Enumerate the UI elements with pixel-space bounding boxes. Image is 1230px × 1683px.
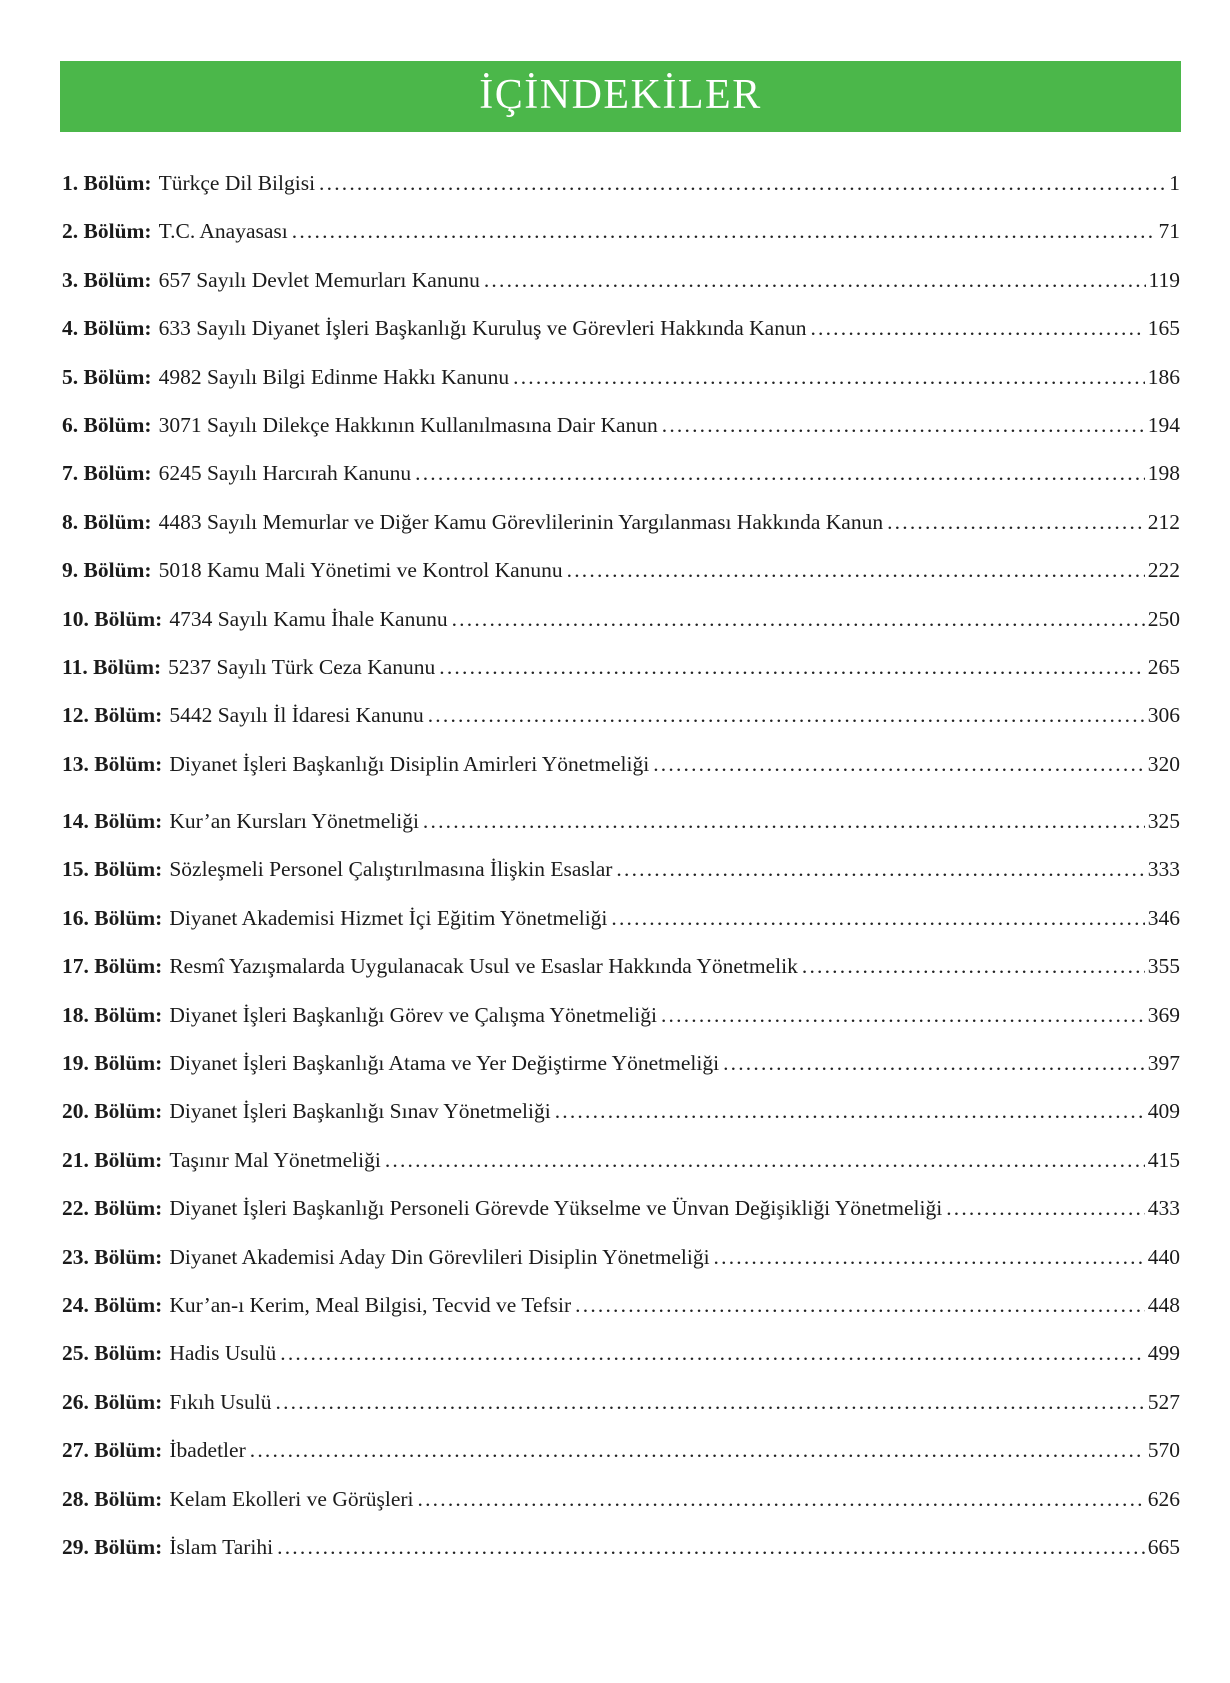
toc-entry-label: 26. Bölüm: xyxy=(62,1389,163,1414)
toc-entry-label: 8. Bölüm: xyxy=(62,509,152,534)
toc-leader-dots xyxy=(276,1378,1145,1426)
toc-entry-label: 29. Bölüm: xyxy=(62,1534,163,1559)
toc-row xyxy=(62,595,1180,643)
toc-entry-title: Kur’an Kursları Yönetmeliği xyxy=(169,809,419,834)
toc-entry-page: 397 xyxy=(1147,1051,1180,1076)
toc-entry-title: 4734 Sayılı Kamu İhale Kanunu xyxy=(169,606,448,631)
toc-entry-page: 119 xyxy=(1148,267,1180,292)
toc-entry-page: 433 xyxy=(1147,1196,1180,1221)
toc-entry-title: Diyanet İşleri Başkanlığı Atama ve Yer Değiştirme Yönetmeliği xyxy=(169,1051,720,1076)
toc-entry-page: 333 xyxy=(1147,857,1180,882)
toc-entry-page: 306 xyxy=(1147,703,1180,728)
toc-entry-page: 71 xyxy=(1158,219,1180,244)
toc-entry-page: 626 xyxy=(1147,1486,1180,1511)
toc-entry-label: 16. Bölüm: xyxy=(62,905,163,930)
toc-entry-page: 369 xyxy=(1147,1002,1180,1027)
toc-entry-title: Kur’an-ı Kerim, Meal Bilgisi, Tecvid ve Tefsir xyxy=(169,1292,572,1317)
toc-entry-page: 448 xyxy=(1147,1292,1180,1317)
toc-entry-title: 633 Sayılı Diyanet İşleri Başkanlığı Kuruluş ve Görevleri Hakkında Kanun xyxy=(158,316,807,341)
toc-entry-title: Diyanet İşleri Başkanlığı Görev ve Çalışma Yönetmeliği xyxy=(169,1002,657,1027)
toc-entry-label: 2. Bölüm: xyxy=(62,219,152,244)
toc-row xyxy=(62,1475,1180,1523)
toc-leader-dots xyxy=(662,401,1145,449)
toc-entry-page: 165 xyxy=(1147,316,1180,341)
toc-leader-dots xyxy=(484,256,1146,304)
toc-entry-title: Diyanet İşleri Başkanlığı Disiplin Amirleri Yönetmeliği xyxy=(169,751,650,776)
toc-entry-page: 186 xyxy=(1147,364,1180,389)
toc-leader-dots xyxy=(277,1523,1145,1571)
toc-row xyxy=(62,207,1180,255)
toc-entry-label: 5. Bölüm: xyxy=(62,364,152,389)
toc-entry-label: 27. Bölüm: xyxy=(62,1438,163,1463)
toc-row xyxy=(62,1523,1180,1571)
toc-leader-dots xyxy=(802,942,1145,990)
toc-entry-page: 440 xyxy=(1147,1244,1180,1269)
page-title: İÇİNDEKİLER xyxy=(479,71,762,118)
toc-entry-title: 4982 Sayılı Bilgi Edinme Hakkı Kanunu xyxy=(158,364,510,389)
toc-entry-label: 11. Bölüm: xyxy=(62,654,162,679)
toc-leader-dots xyxy=(452,595,1145,643)
toc-entry-title: 5237 Sayılı Türk Ceza Kanunu xyxy=(168,654,436,679)
toc-entry-title: Hadis Usulü xyxy=(169,1341,277,1366)
toc-row xyxy=(62,1378,1180,1426)
contents-page xyxy=(0,61,1230,1683)
toc-leader-dots xyxy=(428,691,1145,739)
toc-entry-page: 1 xyxy=(1169,171,1180,195)
toc-row xyxy=(62,1039,1180,1087)
toc-entry-label: 3. Bölüm: xyxy=(62,267,152,292)
toc-entry-label: 23. Bölüm: xyxy=(62,1244,163,1269)
toc-entry-title: Taşınır Mal Yönetmeliği xyxy=(169,1147,381,1172)
toc-entry-label: 15. Bölüm: xyxy=(62,857,163,882)
toc-entry-label: 19. Bölüm: xyxy=(62,1051,163,1076)
toc-entry-title: Fıkıh Usulü xyxy=(169,1389,272,1414)
toc-row xyxy=(62,942,1180,990)
toc-leader-dots xyxy=(567,546,1145,594)
toc-leader-dots xyxy=(616,845,1144,893)
toc-entry-page: 570 xyxy=(1147,1438,1180,1463)
toc-row xyxy=(62,797,1180,845)
toc-row xyxy=(62,691,1180,739)
toc-entry-page: 222 xyxy=(1147,558,1180,583)
toc-list xyxy=(62,159,1180,1571)
toc-entry-title: Diyanet İşleri Başkanlığı Sınav Yönetmeliği xyxy=(169,1099,551,1124)
toc-leader-dots xyxy=(418,1475,1145,1523)
toc-entry-title: Diyanet Akademisi Hizmet İçi Eğitim Yönetmeliği xyxy=(169,905,608,930)
toc-entry-page: 499 xyxy=(1147,1341,1180,1366)
toc-entry-page: 527 xyxy=(1147,1389,1180,1414)
toc-row xyxy=(62,991,1180,1039)
toc-row xyxy=(62,643,1180,691)
toc-row xyxy=(62,1087,1180,1135)
toc-row xyxy=(62,353,1180,401)
toc-entry-title: Kelam Ekolleri ve Görüşleri xyxy=(169,1486,414,1511)
toc-leader-dots xyxy=(292,207,1156,255)
toc-row xyxy=(62,498,1180,546)
toc-row xyxy=(62,1329,1180,1377)
toc-leader-dots xyxy=(250,1426,1145,1474)
toc-leader-dots xyxy=(555,1087,1145,1135)
toc-entry-label: 14. Bölüm: xyxy=(62,809,163,834)
toc-entry-label: 12. Bölüm: xyxy=(62,703,163,728)
toc-entry-page: 409 xyxy=(1147,1099,1180,1124)
toc-row xyxy=(62,740,1180,788)
toc-entry-label: 7. Bölüm: xyxy=(62,461,152,486)
toc-row xyxy=(62,1136,1180,1184)
toc-entry-title: 6245 Sayılı Harcırah Kanunu xyxy=(158,461,412,486)
toc-entry-label: 28. Bölüm: xyxy=(62,1486,163,1511)
toc-entry-title: 657 Sayılı Devlet Memurları Kanunu xyxy=(158,267,480,292)
toc-leader-dots xyxy=(280,1329,1145,1377)
toc-row xyxy=(62,1184,1180,1232)
toc-entry-label: 13. Bölüm: xyxy=(62,751,163,776)
toc-entry-label: 22. Bölüm: xyxy=(62,1196,163,1221)
toc-leader-dots xyxy=(714,1233,1145,1281)
toc-entry-page: 320 xyxy=(1147,751,1180,776)
contents-header xyxy=(60,61,1181,132)
toc-leader-dots xyxy=(661,991,1145,1039)
toc-row xyxy=(62,401,1180,449)
toc-row xyxy=(62,1233,1180,1281)
toc-entry-title: Türkçe Dil Bilgisi xyxy=(158,171,316,195)
toc-row xyxy=(62,256,1180,304)
toc-row xyxy=(62,546,1180,594)
toc-entry-page: 194 xyxy=(1147,412,1180,437)
toc-row xyxy=(62,894,1180,942)
toc-entry-title: Sözleşmeli Personel Çalıştırılmasına İlişkin Esaslar xyxy=(169,857,613,882)
toc-entry-title: 5018 Kamu Mali Yönetimi ve Kontrol Kanunu xyxy=(158,558,563,583)
toc-leader-dots xyxy=(810,304,1144,352)
toc-entry-title: Diyanet İşleri Başkanlığı Personeli Görevde Yükselme ve Ünvan Değişikliği Yönetmeliği xyxy=(169,1196,943,1221)
toc-entry-label: 17. Bölüm: xyxy=(62,954,163,979)
toc-entry-title: Resmî Yazışmalarda Uygulanacak Usul ve Esaslar Hakkında Yönetmelik xyxy=(169,954,798,979)
toc-row xyxy=(62,845,1180,893)
toc-entry-page: 355 xyxy=(1147,954,1180,979)
toc-leader-dots xyxy=(513,353,1145,401)
toc-leader-dots xyxy=(415,449,1145,497)
toc-leader-dots xyxy=(653,740,1145,788)
toc-entry-title: İbadetler xyxy=(169,1438,246,1463)
toc-entry-page: 198 xyxy=(1147,461,1180,486)
toc-row xyxy=(62,1426,1180,1474)
toc-entry-title: 3071 Sayılı Dilekçe Hakkının Kullanılmasına Dair Kanun xyxy=(158,412,658,437)
toc-entry-title: T.C. Anayasası xyxy=(158,219,288,244)
toc-leader-dots xyxy=(385,1136,1145,1184)
toc-entry-page: 346 xyxy=(1147,905,1180,930)
toc-entry-page: 665 xyxy=(1147,1534,1180,1559)
toc-entry-label: 24. Bölüm: xyxy=(62,1292,163,1317)
toc-row xyxy=(62,304,1180,352)
toc-entry-label: 20. Bölüm: xyxy=(62,1099,163,1124)
toc-leader-dots xyxy=(723,1039,1145,1087)
toc-entry-title: 5442 Sayılı İl İdaresi Kanunu xyxy=(169,703,424,728)
toc-leader-dots xyxy=(611,894,1144,942)
toc-entry-label: 4. Bölüm: xyxy=(62,316,152,341)
toc-row xyxy=(62,159,1180,207)
toc-entry-page: 212 xyxy=(1147,509,1180,534)
toc-leader-dots xyxy=(887,498,1145,546)
toc-leader-dots xyxy=(319,159,1166,207)
toc-entry-page: 250 xyxy=(1147,606,1180,631)
toc-leader-dots xyxy=(423,797,1145,845)
toc-row xyxy=(62,449,1180,497)
toc-entry-title: 4483 Sayılı Memurlar ve Diğer Kamu Görevlilerinin Yargılanması Hakkında Kanun xyxy=(158,509,884,534)
toc-entry-label: 6. Bölüm: xyxy=(62,412,152,437)
toc-leader-dots xyxy=(575,1281,1145,1329)
toc-entry-label: 10. Bölüm: xyxy=(62,606,163,631)
toc-row xyxy=(62,1281,1180,1329)
toc-entry-page: 265 xyxy=(1147,654,1180,679)
toc-entry-label: 21. Bölüm: xyxy=(62,1147,163,1172)
toc-entry-label: 1. Bölüm: xyxy=(62,171,152,195)
toc-entry-label: 25. Bölüm: xyxy=(62,1341,163,1366)
toc-entry-label: 18. Bölüm: xyxy=(62,1002,163,1027)
toc-entry-label: 9. Bölüm: xyxy=(62,558,152,583)
toc-entry-page: 415 xyxy=(1147,1147,1180,1172)
toc-entry-page: 325 xyxy=(1147,809,1180,834)
toc-entry-title: Diyanet Akademisi Aday Din Görevlileri Disiplin Yönetmeliği xyxy=(169,1244,710,1269)
toc-entry-title: İslam Tarihi xyxy=(169,1534,274,1559)
toc-leader-dots xyxy=(946,1184,1145,1232)
toc-leader-dots xyxy=(439,643,1144,691)
